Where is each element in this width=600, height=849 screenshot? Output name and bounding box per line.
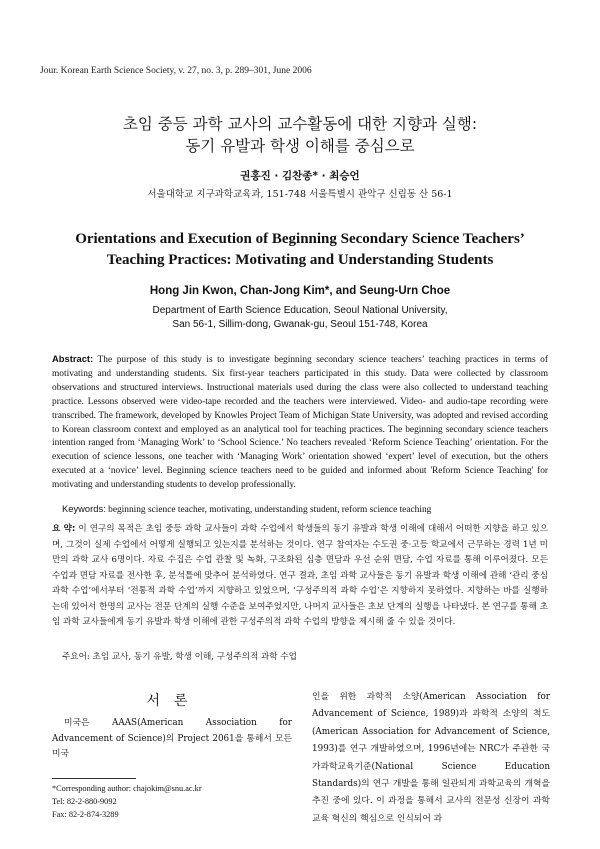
- body-right-column: 인을 위한 과학적 소양(American Association for Advancement of Science, 1989)과 과학적 소양의 척도(American Association for Advancement of Science, 1993)를 연구 개발하였으며, 1996년에는 NRC가 주관한 국가과학교육기준(National Science Education Standards)의 연구 개발을 통해 일관되게 과학교육의 개혁을 추진 중에 있다. 이 과정을 통해서 교사의 전문성 신장이 과학교육 혁신의 핵심으로 인식되어 과: [312, 692, 550, 824]
- korean-title-line2: 동기 유발과 학생 이해를 중심으로: [185, 137, 415, 155]
- english-title-line1: Orientations and Execution of Beginning Secondary Science Teachers’: [75, 231, 525, 247]
- footnote-fax: Fax: 82-2-874-3289: [52, 810, 119, 819]
- keywords-label: Keywords:: [62, 503, 106, 514]
- korean-keywords: [62, 650, 548, 662]
- footnote-tel: Tel: 82-2-880-9092: [52, 797, 117, 806]
- korean-keywords-label: 주요어:: [62, 652, 90, 662]
- english-affiliation-line2: San 56-1, Sillim-dong, Gwanak-gu, Seoul 151-748, Korea: [172, 319, 428, 330]
- korean-abstract-text: 이 연구의 목적은 초임 중등 과학 교사들이 과학 수업에서 학생들의 동기 유발과 학생 이해에 대해서 어떠한 지향을 하고 있으며, 그것이 실제 수업에서 어떻게 실행되고 있는지를 분석하는 것이다. 연구 참여자는 수도권 중·고등 학교에서 근무하는 경력 1년 미만의 과학 교사 6명이다. 자료 수집은 수업 관찰 및 녹화, 구조화된 심층 면담과 우선 순위 면담, 수업 자료를 통해 이루어졌다. 모든 수업과 면담 자료를 전사한 후, 분석틀에 맞추어 분석하였다. 연구 결과, 초임 과학 교사들은 동기 유발과 학생 이해에 관해 ‘관리 중심 과학 수업’에서부터 ‘전통적 과학 수업’까지 지향하고 있었으며, ‘구성주의적 과학 수업’은 지향하지 못하였다. 지향하는 바를 실행하는데 있어서 한명의 교사는 전문 단계의 실행 수준을 보여주었지만, 나머지 교사들은 초보 단계의 실행을 나타냈다. 본 연구를 통해 초임 과학 교사들에게 동기 유발과 학생 이해에 관한 구성주의적 과학 수업의 방향을 제시해 줄 수 있을 것이다.: [52, 524, 548, 627]
- journal-citation: Jour. Korean Earth Science Society, v. 27, no. 3, p. 289–301, June 2006: [40, 66, 312, 76]
- abstract: [52, 352, 548, 493]
- abstract-label: Abstract:: [52, 353, 94, 364]
- korean-affiliation: 서울대학교 지구과학교육과, 151-748 서울특별시 관악구 신림동 산 56-1: [147, 189, 453, 200]
- body-left-column: 미국은 AAAS(American Association for Advancement of Science)의 Project 2061을 통해서 모든 미국: [52, 718, 292, 759]
- english-title-line2: Teaching Practices: Motivating and Understanding Students: [106, 252, 494, 268]
- abstract-text: The purpose of this study is to investigate beginning secondary science teachers’ teaching practices in terms of motivating and understanding students. Six first-year teachers participated in this study. Data were collected by classroom observations and structured interviews. Instructional materials used during the class were also collected to understand teaching practice. Lessons observed were video-tape recorded and the teachers were interviewed. Video- and audio-tape recording were transcribed. The framework, developed by Knowles Project Team of Michigan State University, was adopted and revised according to Korean classroom context and employed as an analytical tool for teaching practices. The beginning secondary science teachers intention ranged from ‘Managing Work’ to ‘School Science.’ No teachers revealed ‘Reform Science Teaching’ orientation. For the execution of science lessons, one teacher with ‘Managing Work’ orientation showed ‘expert’ level of execution, but the others executed at a ‘novice’ level. Beginning science teachers need to be guided and informed about 'Reform Science Teaching' for motivating and understanding students to develop professionally.: [52, 355, 548, 491]
- korean-abstract-label: 요 약:: [52, 524, 76, 534]
- english-authors: Hong Jin Kwon, Chan-Jong Kim*, and Seung-Urn Choe: [149, 285, 451, 297]
- keywords: [62, 503, 548, 515]
- english-affiliation-line1: Department of Earth Science Education, Seoul National University,: [152, 305, 448, 316]
- section-heading: 서론: [146, 693, 202, 709]
- korean-abstract: [52, 522, 548, 631]
- footnote-corresponding: *Corresponding author: chajokim@snu.ac.kr: [52, 784, 202, 793]
- keywords-text: beginning science teacher, motivating, understanding student, reform science teaching: [105, 505, 432, 515]
- korean-keywords-text: 초임 교사, 동기 유발, 학생 이해, 구성주의적 과학 수업: [89, 652, 297, 662]
- korean-authors: 권홍진 · 김찬종* · 최승언: [240, 170, 360, 182]
- footnote-rule: [52, 778, 136, 779]
- korean-title-line1: 초임 중등 과학 교사의 교수활동에 대한 지향과 실행:: [122, 115, 478, 133]
